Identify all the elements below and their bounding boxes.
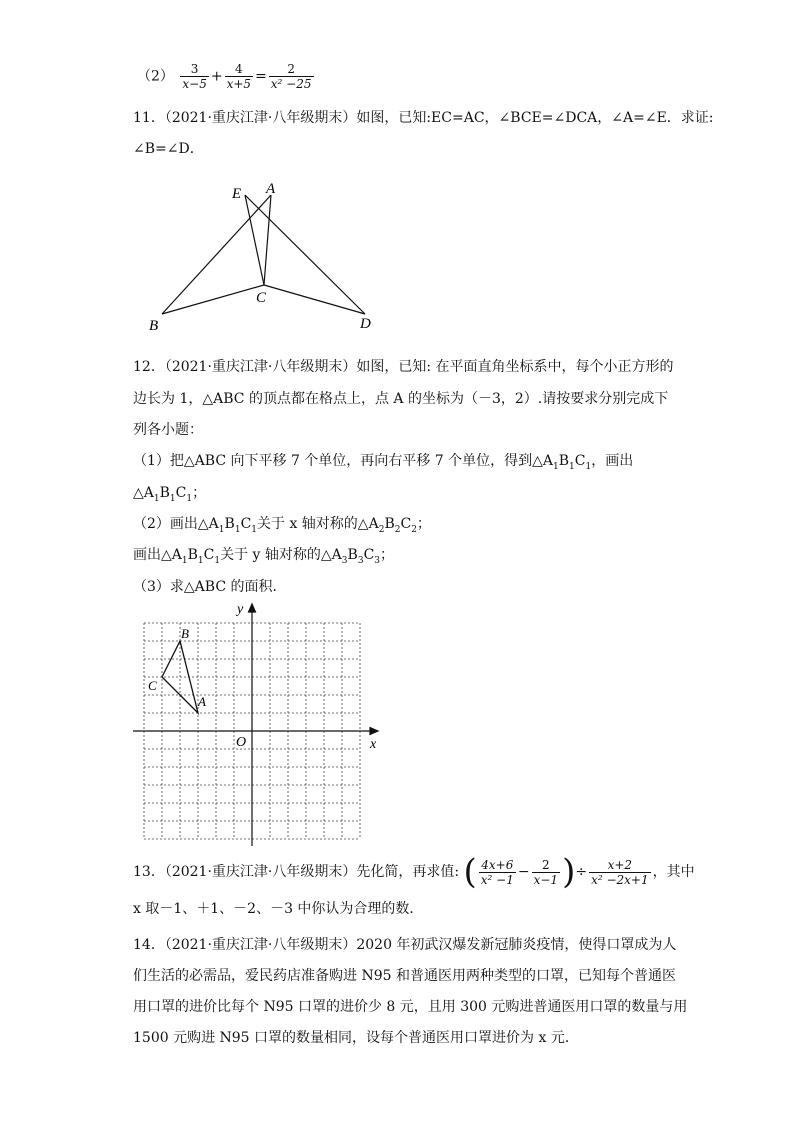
q11-segment-BC: [162, 285, 264, 314]
q12-s2-text-a: （2）画出△A: [133, 516, 219, 532]
q12-s2c-sub-c3: 3: [374, 555, 381, 566]
q12-line-2: 边长为 1，△ABC 的顶点都在格点上，点 A 的坐标为（－3，2）.请按要求分别完成下: [133, 391, 669, 407]
q12-s1-letter-b: B: [558, 453, 570, 469]
q10-fraction-2-numerator: 4: [234, 62, 243, 76]
q12-s1c-sub-b: 1: [169, 493, 176, 504]
q12-x-axis-arrow: [370, 728, 378, 735]
q13-fraction-1: [479, 858, 516, 887]
q12-s2c-sub-a3: 3: [341, 555, 348, 566]
q12-y-axis-arrow: [249, 604, 256, 612]
q13-fraction-2: [532, 858, 560, 887]
q12-s2c-letter-b1: B: [187, 547, 198, 563]
q12-s2-text-b: 关于 x 轴对称的△A: [257, 516, 379, 532]
q13-prefix: 13．（2021·重庆江津·八年级期末）先化简，再求值:: [133, 864, 460, 880]
q12-s2-sub-b1: 1: [234, 524, 241, 535]
q11-line-2: ∠B=∠D．: [133, 141, 204, 157]
q12-line-1: 12．（2021·重庆江津·八年级期末）如图，已知: 在平面直角坐标系中，每个小正方形的: [133, 359, 674, 375]
q14-line-1: 14．（2021·重庆江津·八年级期末）2020 年初武汉爆发新冠肺炎疫情，使得口罩成为人: [133, 937, 677, 953]
q12-s2-letter-c1: C: [240, 516, 252, 532]
q12-label-y: y: [237, 602, 244, 617]
q12-s2-letter-c2: C: [400, 516, 412, 532]
q14-line-3: 用口罩的进价比每个 N95 口罩的进价少 8 元，且用 300 元购进普通医用口罩的数量与用: [133, 999, 688, 1015]
q13-line-1: [133, 852, 695, 892]
q12-s2-letter-b2: B: [384, 516, 395, 532]
q12-label-B: B: [181, 626, 189, 641]
q12-label-x: x: [370, 737, 377, 752]
q10-fraction-3-denominator: x² −25: [270, 77, 312, 91]
q12-subquestion-1: [133, 451, 633, 477]
q13-fraction-2-numerator: 2: [542, 857, 550, 872]
q12-s2c-sub-c1: 1: [214, 555, 221, 566]
q10-fraction-2-denominator: x+5: [226, 77, 252, 91]
q12-s1-text-a: （1）把△ABC 向下平移 7 个单位，再向右平移 7 个单位，得到△A: [133, 453, 553, 469]
q13-fraction-3: [589, 858, 651, 887]
q12-s1-sub-a: 1: [553, 461, 559, 472]
q12-s1c-letter-b: B: [159, 485, 170, 501]
q12-s2-letter-b1: B: [224, 516, 235, 532]
q12-label-C: C: [148, 678, 157, 693]
q10-fraction-1: [180, 62, 208, 91]
q11-label-A: A: [266, 181, 276, 197]
q13-minus-sign: −: [517, 864, 530, 880]
q12-s1-letter-c: C: [574, 453, 586, 469]
q11-triangle-figure: [140, 170, 390, 340]
q12-s2c-text-b: 关于 y 轴对称的△A: [220, 547, 342, 563]
q13-fraction-3-denominator: x² −2x+1: [591, 872, 649, 887]
q12-s1-text-c: △A: [133, 485, 154, 501]
q13-right-paren: ): [562, 852, 576, 892]
q13-line-2: x 取－1、＋1、－2、－3 中你认为合理的数．: [133, 901, 424, 917]
q12-subquestion-2: [133, 514, 431, 540]
q11-segment-BA: [162, 195, 271, 314]
q11-segment-AC: [264, 195, 271, 285]
q12-coordinate-grid: [130, 598, 390, 848]
q12-s2-sub-c2: 2: [411, 524, 417, 535]
q12-s1-sub-c: 1: [585, 461, 592, 472]
q11-segment-EC: [245, 195, 264, 285]
q12-s1-text-b: ，画出: [591, 453, 634, 469]
q12-label-A: A: [198, 694, 206, 709]
q13-fraction-3-numerator: x+2: [607, 857, 633, 872]
q14-line-4: 1500 元购进 N95 口罩的数量相同，设每个普通医用口罩进价为 x 元．: [133, 1030, 579, 1046]
q11-label-E: E: [232, 186, 242, 202]
q12-s2c-sub-a1: 1: [181, 555, 188, 566]
q10-plus-sign: +: [210, 68, 223, 85]
q10-part2-equation: [137, 62, 316, 91]
q10-fraction-3-numerator: 2: [287, 62, 295, 76]
q12-s2c-letter-c1: C: [203, 547, 215, 563]
q12-s2c-semicolon: ；: [380, 547, 395, 563]
q12-s1c-sub-a: 1: [153, 493, 160, 504]
q12-subquestion-2-cont: [133, 545, 394, 571]
q12-s2-sub-b2: 2: [394, 524, 401, 535]
q13-fraction-1-denominator: x² −1: [480, 872, 514, 887]
q12-s2c-sub-b3: 3: [357, 555, 364, 566]
q12-line-3: 列各小题：: [133, 422, 203, 438]
q10-fraction-1-denominator: x−5: [182, 77, 207, 91]
q10-part2-label: （2）: [137, 68, 174, 85]
q12-s2c-sub-b1: 1: [197, 555, 204, 566]
q11-line-1: 11．（2021·重庆江津·八年级期末）如图，已知:EC=AC，∠BCE=∠DCA，∠A=∠E．求证:: [133, 110, 714, 126]
q12-s2-sub-a2: 2: [378, 524, 385, 535]
q13-suffix: ，其中: [652, 864, 695, 880]
q13-fraction-2-denominator: x−1: [533, 872, 559, 887]
q12-label-origin: O: [236, 735, 247, 750]
q12-s2-semicolon: ；: [416, 516, 431, 532]
q10-fraction-2: [225, 62, 253, 91]
q10-fraction-1-numerator: 3: [190, 62, 199, 76]
q12-s2c-letter-c3: C: [363, 547, 375, 563]
q10-equals-sign: =: [255, 68, 267, 85]
q12-s1c-semicolon: ；: [192, 485, 207, 501]
q14-line-2: 们生活的必需品，爱民药店准备购进 N95 和普通医用两种类型的口罩，已知每个普通医: [133, 968, 676, 984]
q13-left-paren: (: [463, 852, 477, 892]
q11-label-D: D: [360, 316, 371, 332]
q10-fraction-3: [269, 62, 314, 91]
q13-divide-sign: ÷: [575, 864, 588, 880]
q12-s1c-letter-c: C: [175, 485, 187, 501]
q12-s2c-text-a: 画出△A: [133, 547, 182, 563]
q11-label-B: B: [149, 318, 159, 334]
q12-subquestion-1-cont: [133, 483, 206, 509]
q12-s1-sub-b: 1: [569, 461, 575, 472]
q13-fraction-1-numerator: 4x+6: [481, 857, 514, 872]
q11-label-C: C: [256, 290, 267, 306]
q12-s2-sub-c1: 1: [251, 524, 258, 535]
q12-s1c-sub-c: 1: [186, 493, 193, 504]
q12-s2c-letter-b3: B: [347, 547, 358, 563]
q12-subquestion-3: （3）求△ABC 的面积．: [133, 579, 287, 595]
q12-s2-sub-a1: 1: [218, 524, 225, 535]
